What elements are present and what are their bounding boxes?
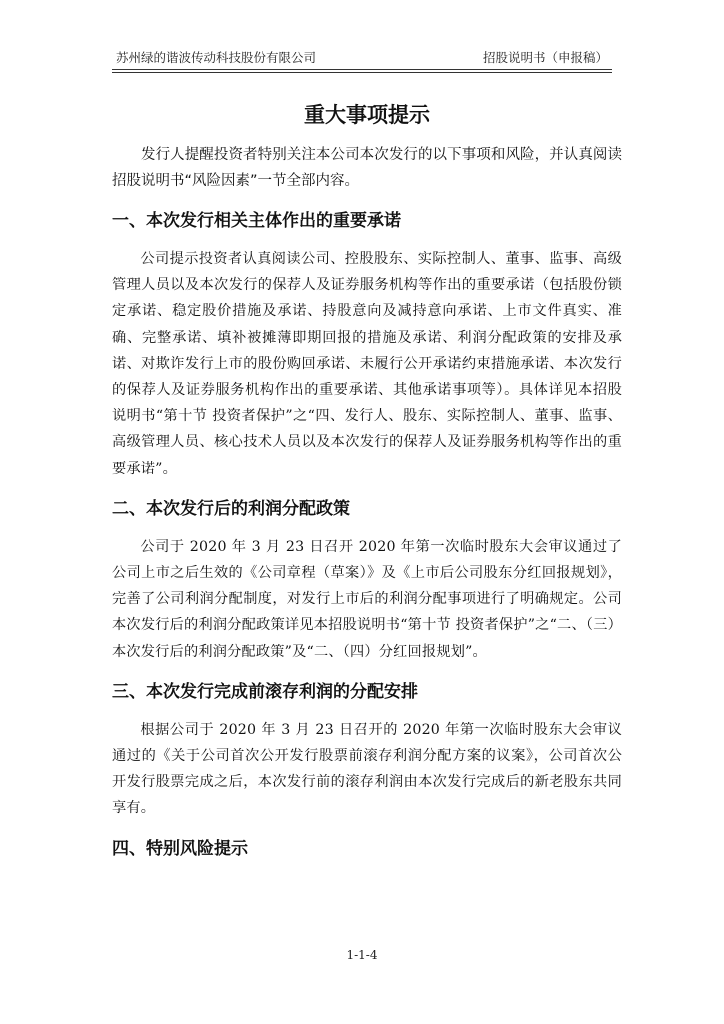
page-title: 重大事项提示 xyxy=(304,103,430,127)
section-body-profit-distribution: 公司于 2020 年 3 月 23 日召开 2020 年第一次临时股东大会审议通过了公司上市之后生效的《公司章程（草案）》及《上市后公司股东分红回报规划》，完善了公司利润分配制度，对发行上市后的利润分配事项进行了明确规定。公司本次发行后的利润分配政策详见本招股说明书“第十节 投资者保护”之“二、（三）本次发行后的利润分配政策”及“二、（四）分红回报规划”。 xyxy=(112,538,622,660)
page-content xyxy=(112,100,622,874)
section-heading-risk-warning: 四、特别风险提示 xyxy=(112,838,248,859)
section-body-commitments: 公司提示投资者认真阅读公司、控股股东、实际控制人、董事、监事、高级管理人员以及本次发行的保荐人及证券服务机构等作出的重要承诺（包括股份锁定承诺、稳定股价措施及承诺、持股意向及减持意向承诺、上市文件真实、准确、完整承诺、填补被摊薄即期回报的措施及承诺、利润分配政策的安排及承诺、对欺诈发行上市的股份购回承诺、未履行公开承诺约束措施承诺、本次发行的保荐人及证券服务机构作出的重要承诺、其他承诺事项等）。具体详见本招股说明书“第十节 投资者保护”之“四、发行人、股东、实际控制人、董事、监事、高级管理人员、核心技术人员以及本次发行的保荐人及证券服务机构等作出的重要承诺”。 xyxy=(112,251,622,477)
section-heading-profit-distribution: 二、本次发行后的利润分配政策 xyxy=(112,498,350,519)
intro-paragraph: 发行人提醒投资者特别关注本公司本次发行的以下事项和风险，并认真阅读招股说明书“风险因素”一节全部内容。 xyxy=(112,147,622,189)
header-document-type: 招股说明书（申报稿） xyxy=(482,50,608,65)
section-heading-retained-earnings: 三、本次发行完成前滚存利润的分配安排 xyxy=(112,681,418,702)
section-heading-commitments: 一、本次发行相关主体作出的重要承诺 xyxy=(112,211,401,231)
page-number: 1-1-4 xyxy=(346,948,378,962)
header-company-name: 苏州绿的谐波传动科技股份有限公司 xyxy=(116,50,317,65)
header-divider xyxy=(112,69,612,73)
section-body-retained-earnings: 根据公司于 2020 年 3 月 23 日召开的 2020 年第一次临时股东大会审议通过的《关于公司首次公开发行股票前滚存利润分配方案的议案》，公司首次公开发行股票完成之后，本次发行前的滚存利润由本次发行完成后的新老股东共同享有。 xyxy=(112,721,622,817)
page-header xyxy=(112,48,612,68)
